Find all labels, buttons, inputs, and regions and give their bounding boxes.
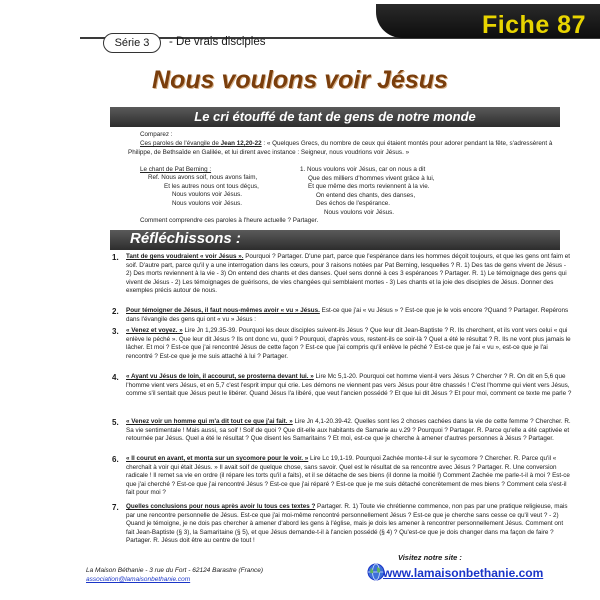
chant-line: Et que même des morts reviennent à la vie.: [308, 183, 430, 191]
item-text: Partager. R. 1) Toute vie chrétienne commence, non pas par une pratique religieuse, mais par une rencontre personnelle de Jésus. Est-ce que j'ai moi-même rencontré personnellement Jésus ? Est-ce que je cherche sans cesse ce qu'il veut ? - 2) Quand je témoigne, je ne dois pas chercher à amener d'abord les gens à l'église, mais je dois les amener à rencontrer personnellement Jésus. Comment ont fait Jean-Baptiste (§ 3), la Samaritaine (§ 5), et que Jésus demande-t-il à l'ancien possédé (§ 4) ? Qu'est-ce que je dois changer dans ma façon de faire ? Partager. R. Jésus doit être au centre de tout !: [126, 503, 568, 545]
item-text: Lire Lc 19,1-19. Pourquoi Zachée monte-t-il sur le sycomore ? Chercher. R. Parce qu'il « cherchait à voir qui était Jésus. » Il avait soif de quelque chose, sans savoir. Quel est le résultat de sa rencontre avec Jésus ? Partager. R. Une conversion radicale ! Il remet sa vie en ordre (il répare les torts qu'il a faits), et il se détache de ses biens (il donne la moitié !) Comment Zachée me parle-t-il à moi ? Est-ce que j'ai cherché ? Est-ce que j'ai rencontré Jésus ? Est-ce que j'ai réparé ? Est-ce que je me suis détaché concrètement de mes biens ? Comment cela s'est-il fait pour moi ?: [126, 455, 570, 497]
chant-line: Que des milliers d'hommes vivent grâce à lui,: [308, 174, 435, 182]
compare-label: Comparez :: [140, 131, 173, 138]
item-lead: « Venez et voyez. »: [126, 327, 183, 334]
email-link[interactable]: association@lamaisonbethanie.com: [86, 576, 191, 583]
section-bar-reflechissons: [110, 230, 560, 250]
quote-intro: Ces paroles de l'évangile de: [140, 140, 221, 147]
chant-line: Et les autres nous ont tous déçus,: [164, 182, 259, 190]
serie-title: - De vrais disciples: [169, 36, 266, 48]
item-text: Pourquoi ? Partager. D'une part, parce que l'espérance dans les hommes déçoit toujours, et que les gens ont faim et soif. D'autre part, parce qu'il y a une interrogation dans les cœurs, pour 3 raisons notées par Pat Berning, lesquelles ? R. 1) Des tas de gens vivent de Jésus - 2) Des morts reviennent à la vie - 3) On entend des chants et des danses. Quel sens donné à ces 3 espérances ? Partager. R. 1) Le témoignage des gens qui vivent de Jésus - 2) Les témoignages de guérisons, de vies changées qui semblaient mortes - 3) Les chants et la joie des disciples de Jésus. Donner des exemples précis autour de nous.: [126, 253, 571, 295]
fiche-number: Fiche 87: [481, 11, 586, 39]
item-text: Est-ce que j'ai « vu Jésus » ? Est-ce que je le vois encore ?Quand ? Partager. Repérons dans l'évangile des gens qui ont « vu » Jésus :: [126, 307, 569, 323]
chant-line: Nous voulons voir Jésus.: [324, 208, 394, 216]
chant-refrain: [148, 174, 278, 208]
item-number: 5.: [112, 418, 119, 427]
section-bar-cri: [110, 107, 560, 127]
serie-badge: Série 3: [103, 33, 161, 53]
gospel-quote: [128, 140, 570, 157]
item-number: 7.: [112, 503, 119, 512]
item-number: 2.: [112, 307, 119, 316]
item-lead: « Ayant vu Jésus de loin, il accourut, se prosterna devant lui. »: [126, 373, 314, 380]
item-text: Lire Mc 5,1-20. Pourquoi cet homme vient-il vers Jésus ? Chercher ? R. On dit en 5,6 que l'homme vient vers Jésus, et en 5,7 c'est l'esprit impur qui crie. Les démons ne viennent pas vers Jésus pour être chassés ! C'est l'homme qui vient vers Jésus, comme s'il sentait que Jésus peut le libérer. Quand Jésus l'a libéré, que veut l'ancien possédé ? Et que lui dit Jésus ? Et pour moi, comment ce texte me parle ?: [126, 373, 572, 398]
item-lead: Pour témoigner de Jésus, il faut nous-mêmes avoir « vu » Jésus.: [126, 307, 320, 314]
page-title: Nous voulons voir Jésus: [152, 66, 448, 94]
fiche-tab: [376, 4, 600, 38]
website-link[interactable]: www.lamaisonbethanie.com: [383, 566, 544, 580]
item-lead: Tant de gens voudraient « voir Jésus ».: [126, 253, 244, 260]
footer-address: [86, 566, 263, 584]
chant-line: On entend des chants, des danses,: [316, 191, 416, 199]
chant-line: Ref. Nous avons soif, nous avons faim,: [148, 174, 258, 181]
quote-text: : « Quelques Grecs, du nombre de ceux qui étaient montés pour adorer pendant la fête, s'adressèrent à Philippe, de Bethsaïde en Galilée, et lui dirent avec instance : Seigneur, nous voudrions voir Jésus. »: [128, 140, 553, 156]
chant-line: Nous voulons voir Jésus.: [172, 191, 242, 199]
item-number: 1.: [112, 253, 119, 262]
item-lead: Quelles conclusions pour nous après avoir lu tous ces textes ?: [126, 503, 316, 510]
item-lead: « Il courut en avant, et monta sur un sycomore pour le voir. »: [126, 455, 309, 462]
chant-intro: Le chant de Pat Berning :: [140, 166, 212, 173]
org-address: La Maison Béthanie - 3 rue du Fort - 62124 Barastre (France): [86, 567, 264, 574]
quote-reference: Jean 12,20-22: [220, 140, 262, 147]
item-number: 4.: [112, 373, 119, 382]
section-title: Réfléchissons :: [130, 230, 241, 247]
item-text: Lire Jn 1,29.35-39. Pourquoi les deux disciples suivent-ils Jésus ? Que leur dit Jean-Baptiste ? R. Ils cherchent, et ils vont vers celui « qui enlève le péché ». Que leur dit Jésus ? Ils ont donc vu, quoi ? Pourquoi, d'après vous, restent-ils ce soir-là ? Quel a été le résultat ? R. Ils ne vont plus jamais le lâcher. Et moi ? Est-ce que j'ai rencontré Jésus de cette façon ? Est-ce que j'ai compris qu'il enlève le péché ? Est-ce que je l'ai « vu », est-ce que je l'ai rencontré ? Est-ce que je me suis attaché à lui ? Partager.: [126, 327, 571, 360]
chant-line: Nous voulons voir Jésus.: [172, 199, 242, 207]
chant-line: 1. Nous voulons voir Jésus, car on nous a dit: [300, 166, 426, 173]
item-lead: « Venez voir un homme qui m'a dit tout ce que j'ai fait. »: [126, 418, 293, 425]
item-text: Lire Jn 4,1-20.39-42. Quelles sont les 2 choses cachées dans la vie de cette femme ? Chercher. R. Sa vie sentimentale ! Mais aussi, sa soif ! Soif de quoi ? Que dit-elle aux habitants de Samarie au v.29 ? Pourquoi ? Partager. R. Parce qu'elle a été captivée et retournée par Jésus. Quel a été le résultat ? Que disent les Samaritains ? Et moi, est-ce que je cherche à amener d'autres personnes à Jésus ? Partager.: [126, 418, 571, 443]
item-number: 3.: [112, 327, 119, 336]
section-title: Le cri étouffé de tant de gens de notre monde: [194, 109, 476, 124]
item-number: 6.: [112, 455, 119, 464]
chant-question: Comment comprendre ces paroles à l'heure actuelle ? Partager.: [140, 217, 319, 224]
chant-verse: [300, 166, 500, 218]
chant-line: Des échos de l'espérance.: [316, 200, 391, 208]
visit-label: Visitez notre site :: [398, 553, 462, 562]
